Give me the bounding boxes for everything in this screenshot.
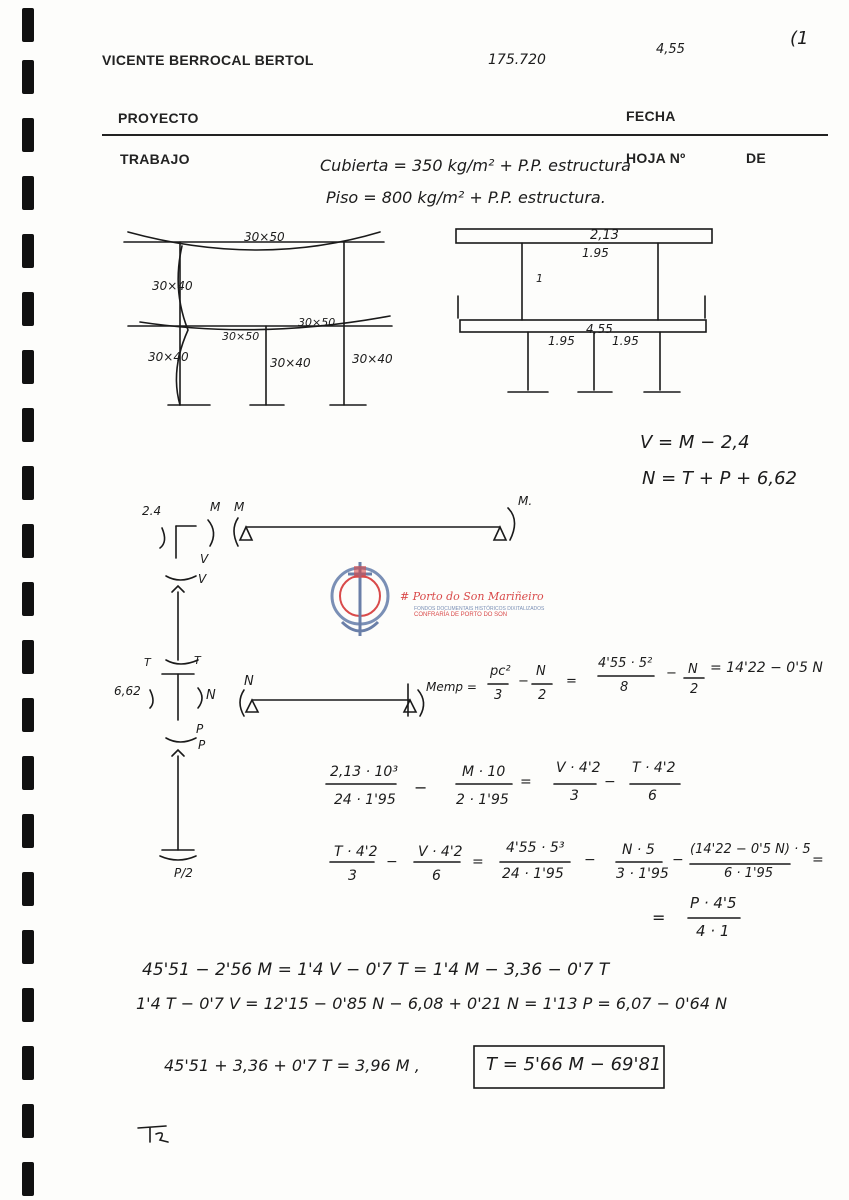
frame-col-lower-3: 30×40 xyxy=(352,352,393,366)
eq1-d: 2 · 1'95 xyxy=(456,792,509,808)
load-piso: Piso = 800 kg/m² + P.P. estructura. xyxy=(326,188,606,207)
label-t-2: T xyxy=(194,654,201,667)
eq2-eq-2: = xyxy=(812,852,824,868)
frame-col-upper: 30×40 xyxy=(152,279,193,293)
author-name: VICENTE BERROCAL BERTOL xyxy=(102,52,314,68)
eq2-a: T · 4'2 xyxy=(334,844,378,860)
memp-minus-2: − xyxy=(666,666,677,681)
eq1-b: 24 · 1'95 xyxy=(334,792,396,808)
boxed-result: T = 5'66 M − 69'81 xyxy=(486,1054,662,1075)
eq2-minus-2: − xyxy=(584,852,596,868)
frame-col-lower-1: 30×40 xyxy=(148,350,189,364)
watermark-line-2: CONFRARÍA DE PORTO DO SON xyxy=(414,612,508,618)
frame-mid-beam-2: 30×50 xyxy=(298,316,336,329)
fecha-label: FECHA xyxy=(626,108,676,124)
memp-3: 3 xyxy=(494,688,503,703)
top-note-2: 4,55 xyxy=(656,42,685,57)
eq1-a: 2,13 · 10³ xyxy=(330,764,398,780)
eq1-minus: − xyxy=(414,778,428,797)
eq2-c: V · 4'2 xyxy=(418,844,463,860)
memp-eq: = xyxy=(566,674,577,689)
corner-note: (1 xyxy=(790,28,809,49)
eq1-c: M · 10 xyxy=(462,764,506,780)
memp-minus-1: − xyxy=(518,674,529,689)
memp-pc2: pc² xyxy=(490,664,511,679)
right-span-b: 1.95 xyxy=(612,334,639,348)
right-span-a: 1.95 xyxy=(548,334,575,348)
label-n-1: N xyxy=(206,688,216,703)
line-1: 45'51 − 2'56 M = 1'4 V − 0'7 T = 1'4 M − 3,36 − 0'7 T xyxy=(142,960,610,980)
right-top-span: 1.95 xyxy=(582,246,609,260)
frame-col-lower-2: 30×40 xyxy=(270,356,311,370)
label-v-2: V xyxy=(198,572,207,586)
label-p-2: P xyxy=(198,738,206,752)
memp-2: 2 xyxy=(538,688,547,703)
eq2-i: (14'22 − 0'5 N) · 5 xyxy=(690,842,811,857)
right-one-label: 1 xyxy=(536,272,543,285)
memp-lhs: Memp = xyxy=(426,680,477,694)
eq1-minus2: − xyxy=(604,774,616,790)
memp-rhs: = 14'22 − 0'5 N xyxy=(710,660,823,676)
eq2-d: 6 xyxy=(432,868,441,884)
de-label: DE xyxy=(746,150,767,166)
eq-n: N = T + P + 6,62 xyxy=(642,468,797,489)
eq2-e: 4'55 · 5³ xyxy=(506,840,565,856)
eq1-eq: = xyxy=(520,774,532,790)
label-m-1: M xyxy=(210,500,221,514)
line-3: 45'51 + 3,36 + 0'7 T = 3,96 M , xyxy=(164,1056,420,1075)
watermark-title: # Porto do Son Mariñeiro xyxy=(400,590,544,603)
eq1-e: V · 4'2 xyxy=(556,760,601,776)
frame-top-beam: 30×50 xyxy=(244,230,285,244)
memp-n2: N xyxy=(688,662,698,677)
load-2-4: 2.4 xyxy=(142,504,162,518)
eq2-j: 6 · 1'95 xyxy=(724,866,774,881)
label-v-1: V xyxy=(200,552,209,566)
eq2-eq: = xyxy=(472,854,484,870)
memp-n: N xyxy=(536,664,546,679)
frame-mid-beam-1: 30×50 xyxy=(222,330,260,343)
watermark-line-1: FONDOS DOCUMENTAIS HISTÓRICOS DIXITALIZADOS xyxy=(414,606,545,612)
eq1-h: 6 xyxy=(648,788,657,804)
label-p-1: P xyxy=(196,722,204,736)
label-n-2: N xyxy=(244,674,254,689)
load-cubierta: Cubierta = 350 kg/m² + P.P. estructura xyxy=(320,156,631,175)
eq-v: V = M − 2,4 xyxy=(640,432,750,453)
proyecto-label: PROYECTO xyxy=(118,110,199,126)
line-2: 1'4 T − 0'7 V = 12'15 − 0'85 N − 6,08 + 0'21 N = 1'13 P = 6,07 − 0'64 N xyxy=(136,994,728,1013)
label-t-1: T xyxy=(144,656,151,669)
memp-8: 8 xyxy=(620,680,629,695)
right-mid-len: 4,55 xyxy=(586,322,613,336)
load-6-62: 6,62 xyxy=(114,684,141,698)
memp-455: 4'55 · 5² xyxy=(598,656,653,671)
eq2-h: 3 · 1'95 xyxy=(616,866,669,882)
eq2-eq-3: = xyxy=(652,908,666,927)
hoja-label: HOJA Nº xyxy=(626,150,686,166)
label-m-3: M. xyxy=(518,494,533,508)
eq2-k: P · 4'5 xyxy=(690,894,737,912)
right-top-len: 2,13 xyxy=(590,228,619,243)
eq1-f: 3 xyxy=(570,788,579,804)
eq2-b: 3 xyxy=(348,868,357,884)
memp-2b: 2 xyxy=(690,682,699,697)
eq2-g: N · 5 xyxy=(622,842,655,858)
top-note-1: 175.720 xyxy=(488,52,546,68)
label-m-2: M xyxy=(234,500,245,514)
eq1-g: T · 4'2 xyxy=(632,760,676,776)
eq2-minus-3: − xyxy=(672,852,684,868)
eq2-f: 24 · 1'95 xyxy=(502,866,564,882)
eq2-minus-1: − xyxy=(386,854,398,870)
label-p-half: P/2 xyxy=(174,866,193,880)
trabajo-label: TRABAJO xyxy=(120,151,190,167)
eq2-l: 4 · 1 xyxy=(696,922,730,940)
